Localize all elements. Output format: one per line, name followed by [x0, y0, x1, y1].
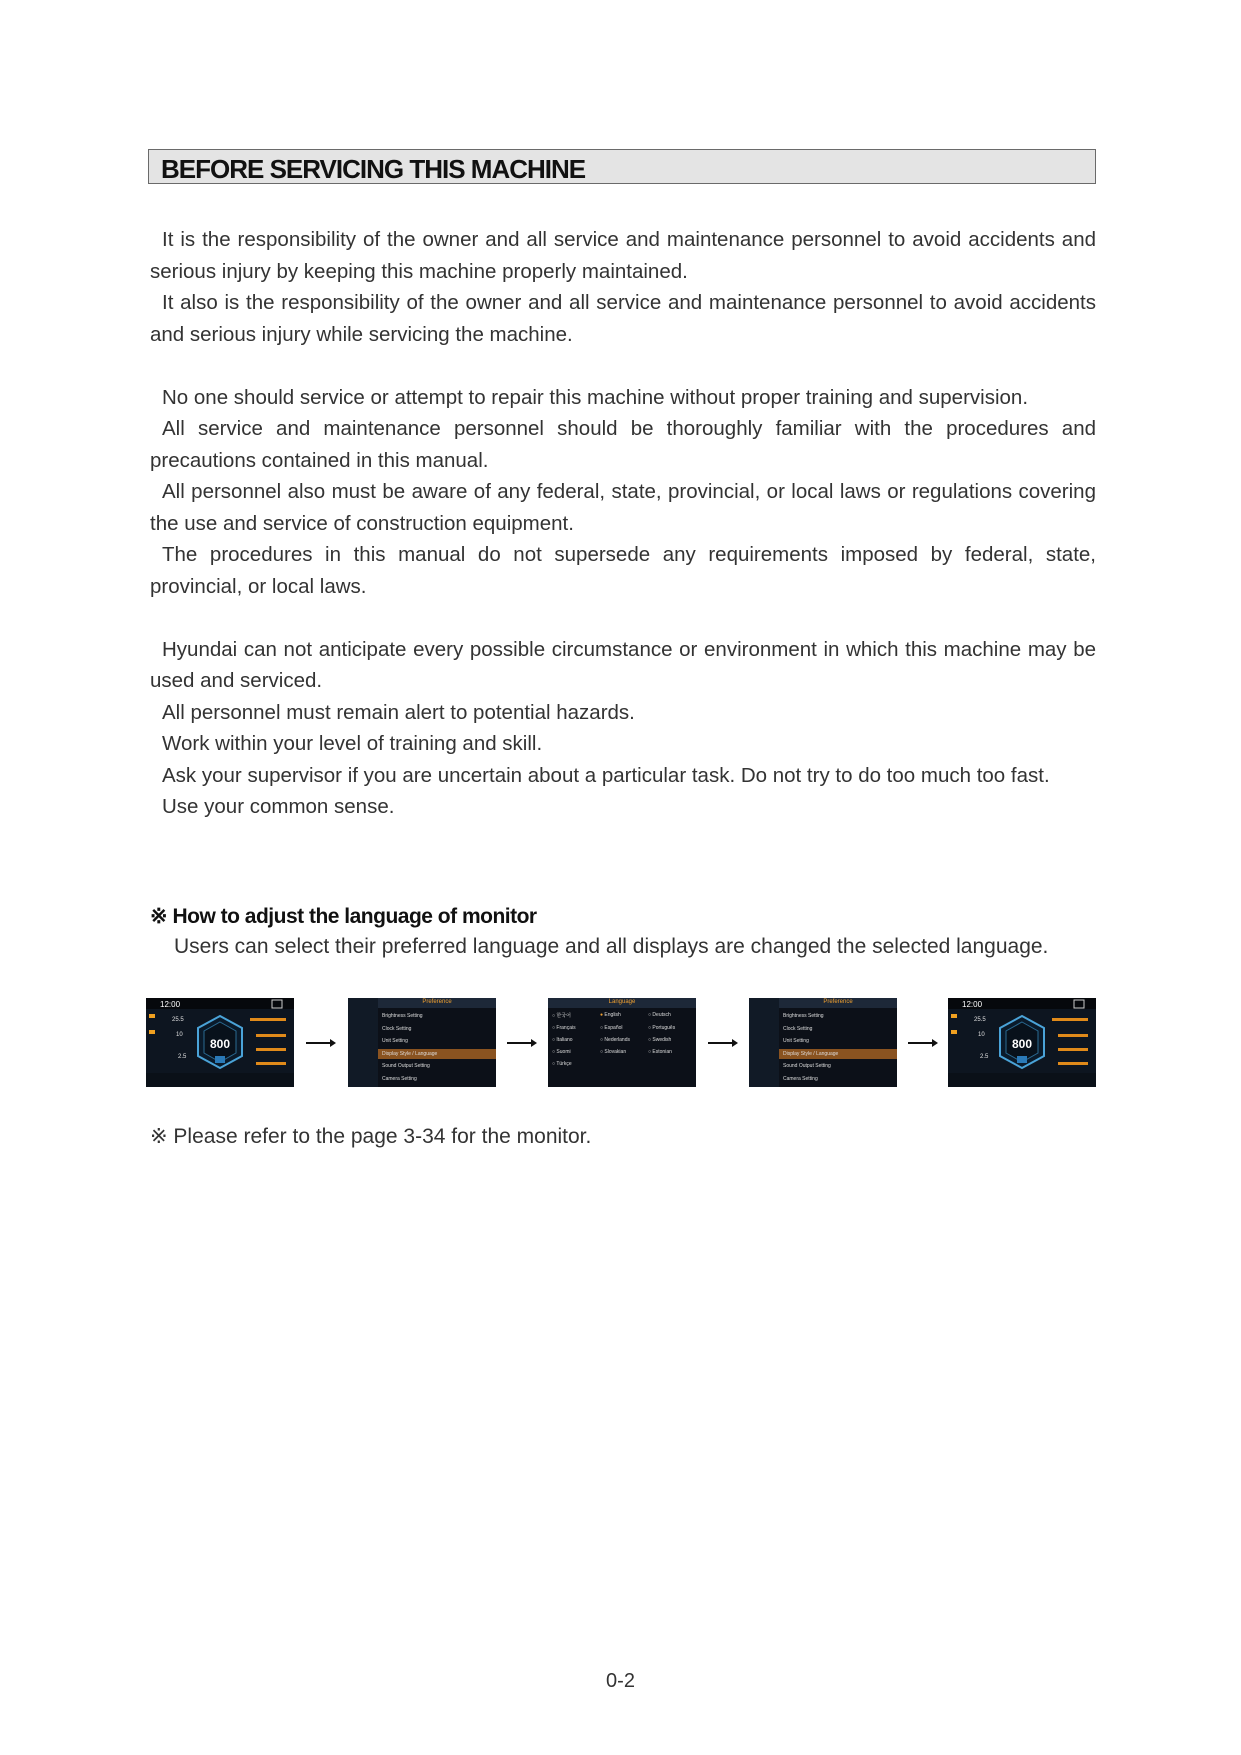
pref-item: Clock Setting — [382, 1025, 412, 1032]
lang-option: ○ Estonian — [648, 1049, 672, 1055]
monitor-main-screen — [146, 998, 294, 1087]
section-title-box — [148, 149, 1096, 184]
lang-option: ○ Swedish — [648, 1037, 672, 1043]
paragraph: Use your common sense. — [162, 795, 395, 818]
monitor-main-graphic — [146, 998, 294, 1087]
lang-option: ○ 한국어 — [552, 1013, 571, 1019]
monitor-language-screen — [548, 998, 696, 1087]
paragraph: Hyundai can not anticipate every possible circumstance or environment in which this machine may be used and serviced. — [150, 637, 1096, 692]
lang-header: Language — [608, 999, 636, 1005]
lang-option: ○ Português — [648, 1025, 676, 1031]
main-value-2: 10 — [176, 1032, 183, 1038]
pref-item: Brightness Setting — [783, 1013, 824, 1019]
body-text — [150, 224, 1096, 823]
note-symbol: ※ — [150, 905, 168, 928]
main-value-1: 25.5 — [172, 1017, 184, 1023]
paragraph: All personnel also must be aware of any federal, state, provincial, or local laws or regulations covering the use and service of construction equipment. — [150, 480, 1096, 535]
main-rpm: 800 — [1011, 1037, 1033, 1051]
pref-item: Camera Setting — [382, 1075, 417, 1082]
paragraph: No one should service or attempt to repair this machine without proper training and supervision. — [162, 385, 1029, 409]
paragraph: All service and maintenance personnel should be thoroughly familiar with the procedures and precautions contained in this manual. — [150, 417, 1096, 472]
lang-option: ○ Deutsch — [648, 1012, 671, 1018]
pref-item: Clock Setting — [783, 1025, 813, 1032]
pref-item: Display Style / Language — [783, 1050, 839, 1057]
arrow-right-icon — [507, 1038, 537, 1048]
main-value-3: 2.5 — [980, 1054, 989, 1060]
main-time: 12:00 — [962, 1000, 983, 1009]
monitor-screens-strip — [146, 998, 1096, 1088]
monitor-main-graphic — [948, 998, 1096, 1087]
paragraph: The procedures in this manual do not supersede any requirements imposed by federal, state, provincial, or local laws. — [150, 543, 1096, 598]
lang-option: ○ Español — [600, 1025, 623, 1031]
lang-option: ○ Français — [552, 1025, 576, 1031]
monitor-main-screen-2 — [948, 998, 1096, 1087]
pref-item: Brightness Setting — [382, 1013, 423, 1019]
arrow-right-icon — [908, 1038, 938, 1048]
main-rpm: 800 — [209, 1037, 231, 1051]
monitor-preference-screen — [348, 998, 496, 1087]
lang-option-selected: ● English — [600, 1012, 621, 1018]
main-value-2: 10 — [978, 1032, 985, 1038]
paragraph: Work within your level of training and skill. — [162, 732, 543, 755]
section-title: BEFORE SERVICING THIS MACHINE — [161, 154, 586, 184]
lang-option: ○ Türkçe — [552, 1061, 572, 1067]
lang-option: ○ Slovakian — [600, 1049, 627, 1055]
pref-item: Sound Output Setting — [382, 1063, 430, 1069]
paragraph: All personnel must remain alert to potential hazards. — [162, 700, 635, 724]
paragraph: It is the responsibility of the owner and all service and maintenance personnel to avoid accidents and serious injury by keeping this machine properly maintained. — [150, 228, 1096, 283]
pref-item: Unit Setting — [382, 1038, 408, 1044]
pref-header: Preference — [422, 999, 452, 1005]
main-value-3: 2.5 — [178, 1054, 187, 1060]
pref-item: Sound Output Setting — [783, 1063, 831, 1069]
lang-option: ○ Italiano — [552, 1037, 573, 1043]
note-text: Users can select their preferred language and all displays are changed the selected language. — [174, 935, 1049, 958]
paragraph: It also is the responsibility of the owner and all service and maintenance personnel to avoid accidents and serious injury while servicing the machine. — [150, 291, 1096, 346]
pref-item: Unit Setting — [783, 1038, 809, 1044]
arrow-right-icon — [306, 1038, 336, 1048]
refer-note: ※ Please refer to the page 3-34 for the monitor. — [150, 1125, 592, 1148]
monitor-preference-screen-2 — [749, 998, 897, 1087]
main-time: 12:00 — [160, 1000, 181, 1009]
note-heading-text: How to adjust the language of monitor — [172, 905, 537, 928]
pref-item: Display Style / Language — [382, 1050, 438, 1057]
arrow-right-icon — [708, 1038, 738, 1048]
main-value-1: 25.5 — [974, 1017, 986, 1023]
lang-option: ○ Nederlands — [600, 1037, 630, 1043]
note-heading — [150, 904, 537, 929]
paragraph: Ask your supervisor if you are uncertain about a particular task. Do not try to do too much too fast. — [162, 763, 1050, 787]
pref-item: Camera Setting — [783, 1075, 818, 1082]
pref-header: Preference — [823, 999, 853, 1005]
page-number: 0-2 — [606, 1670, 635, 1692]
lang-option: ○ Suomi — [552, 1049, 571, 1055]
